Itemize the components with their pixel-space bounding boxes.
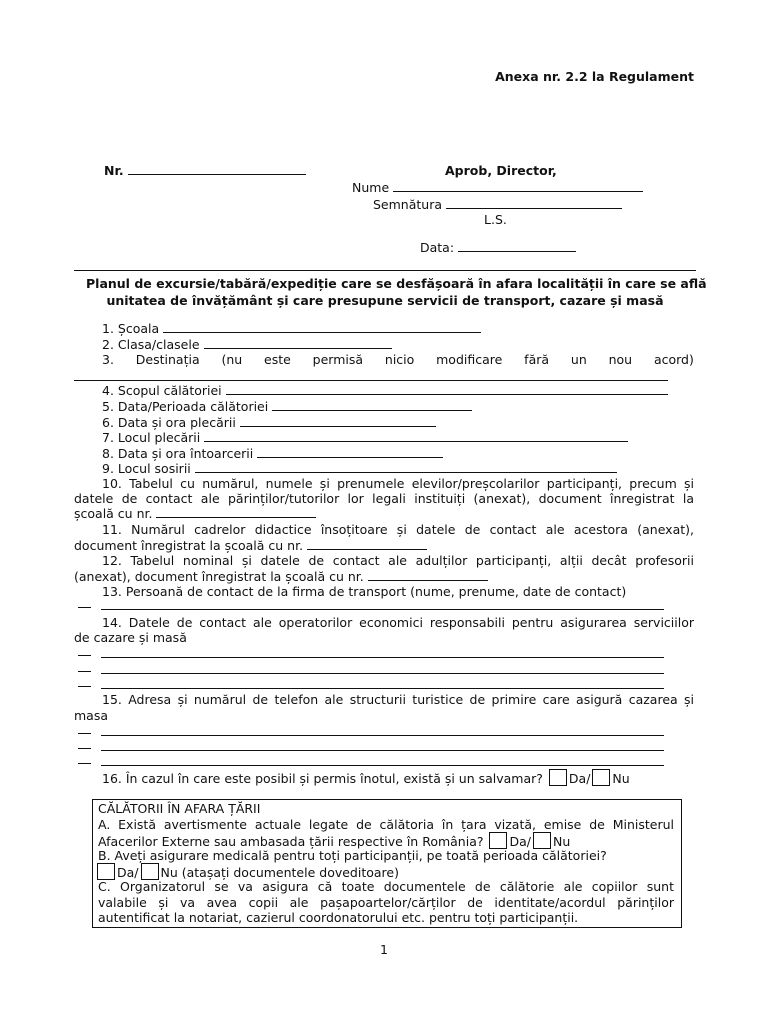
item-4-purpose[interactable]: 4. Scopul călătoriei <box>102 383 668 398</box>
bullet-dash <box>78 686 91 687</box>
item-3-word: Destinația <box>135 352 200 367</box>
title-line-1: Planul de excursie/tabără/expediție care se desfășoară în afara localității în care se află <box>86 276 707 291</box>
bullet-dash <box>78 763 91 764</box>
nr-label: Nr. <box>104 163 124 178</box>
item-10-line-1: 10. Tabelul cu numărul, numele și prenumele elevilor/preșcolarilor participanți, precum și <box>102 476 694 491</box>
bullet-dash <box>78 748 91 749</box>
item-16-lifeguard: 16. În cazul în care este posibil și permis înotul, există și un salvamar? Da/ Nu <box>102 771 630 786</box>
title-line-2: unitatea de învățământ și care presupune servicii de transport, cazare și masă <box>106 293 664 308</box>
item-9-arrival-place[interactable]: 9. Locul sosirii <box>102 461 617 476</box>
nu-checkbox[interactable] <box>592 769 610 786</box>
b-nu-checkbox[interactable] <box>141 863 159 880</box>
nume-label: Nume <box>352 180 390 195</box>
item-14-fill-line[interactable] <box>101 657 664 658</box>
item-3-word: permisă <box>312 352 364 367</box>
item-11-line-1: 11. Numărul cadrelor didactice însoțitoare și datele de contact ale acestora (anexat), <box>102 522 694 537</box>
item-6-departure-time[interactable]: 6. Data și ora plecării <box>102 415 436 430</box>
item-14-line-1: 14. Datele de contact ale operatorilor economici responsabili pentru asigurarea serviciilor <box>102 615 694 630</box>
item-3-fill-line[interactable] <box>74 380 668 381</box>
item-7-departure-place[interactable]: 7. Locul plecării <box>102 430 628 445</box>
item-13-fill-line[interactable] <box>101 609 664 610</box>
a-nu-checkbox[interactable] <box>533 832 551 849</box>
nume-field[interactable] <box>352 180 643 195</box>
bullet-dash <box>78 607 91 608</box>
abroad-a-line-2: Afacerilor Externe sau ambasada țării respective în România? Da/ Nu <box>98 834 571 849</box>
abroad-b-line-2: Da/ Nu (atașați documentele doveditoare) <box>97 863 399 880</box>
abroad-c-line-1: C. Organizatorul se va asigura că toate documentele de călătorie ale copiilor sunt <box>98 879 674 894</box>
item-10-line-2: datele de contact ale părinților/tutorilor lor legali instituiți (anexat), document înregistrat la <box>74 491 694 506</box>
b-da-checkbox[interactable] <box>97 863 115 880</box>
data-label: Data: <box>420 240 455 255</box>
item-3-word: modificare <box>436 352 503 367</box>
item-15-fill-line[interactable] <box>101 765 664 766</box>
bullet-dash <box>78 733 91 734</box>
item-8-return-time[interactable]: 8. Data și ora întoarcerii <box>102 446 443 461</box>
item-3-destination <box>102 352 694 367</box>
da-checkbox[interactable] <box>549 769 567 786</box>
abroad-c-line-2: valabile și va avea copii ale pașapoartelor/cărților de identitate/acordul părinților <box>98 895 674 910</box>
annex-label: Anexa nr. 2.2 la Regulament <box>495 69 694 84</box>
item-3-word: 3. <box>102 352 114 367</box>
item-15-fill-line[interactable] <box>101 735 664 736</box>
title-divider <box>74 270 696 271</box>
item-14-line-2: de cazare și masă <box>74 630 187 645</box>
item-10-number-field[interactable]: școală cu nr. <box>74 506 316 521</box>
item-3-word: un <box>570 352 587 367</box>
bullet-dash <box>78 655 91 656</box>
item-13-label: 13. Persoană de contact de la firma de transport (nume, prenume, date de contact) <box>102 584 627 599</box>
abroad-c-line-3: autentificat la notariat, cazierul coordonatorului etc. pentru toți participanții. <box>98 910 579 925</box>
ls-label: L.S. <box>484 212 507 227</box>
approve-label: Aprob, Director, <box>445 163 557 178</box>
a-da-checkbox[interactable] <box>489 832 507 849</box>
semnatura-label: Semnătura <box>373 197 443 212</box>
bullet-dash <box>78 671 91 672</box>
item-3-word: acord) <box>653 352 694 367</box>
item-3-word: este <box>264 352 291 367</box>
item-2-class[interactable]: 2. Clasa/clasele <box>102 337 392 352</box>
item-3-word: fără <box>524 352 550 367</box>
item-5-period[interactable]: 5. Data/Perioada călătoriei <box>102 399 472 414</box>
semnatura-field[interactable] <box>373 197 622 212</box>
page-number: 1 <box>380 942 388 957</box>
item-15-line-1: 15. Adresa și numărul de telefon ale structurii turistice de primire care asigură cazarea și <box>102 692 694 707</box>
abroad-b-line-1: B. Aveți asigurare medicală pentru toți participanții, pe toată perioada călătoriei? <box>98 848 607 863</box>
abroad-a-line-1: A. Există avertismente actuale legate de călătoria în țara vizată, emise de Ministerul <box>98 817 674 832</box>
nr-field[interactable] <box>104 163 306 178</box>
item-3-word: (nu <box>221 352 243 367</box>
abroad-heading: CĂLĂTORII ÎN AFARA ȚĂRII <box>98 801 261 816</box>
item-12-line-1: 12. Tabelul nominal și datele de contact ale adulților participanți, alții decât profesorii <box>102 553 694 568</box>
item-15-line-2: masa <box>74 708 109 723</box>
data-field[interactable] <box>420 240 576 255</box>
item-14-fill-line[interactable] <box>101 673 664 674</box>
item-1-school[interactable]: 1. Școala <box>102 321 481 336</box>
item-3-word: nicio <box>384 352 415 367</box>
item-3-word: nou <box>608 352 633 367</box>
item-11-number-field[interactable]: document înregistrat la școală cu nr. <box>74 538 427 553</box>
item-12-number-field[interactable]: (anexat), document înregistrat la școală cu nr. <box>74 569 488 584</box>
item-15-fill-line[interactable] <box>101 750 664 751</box>
item-14-fill-line[interactable] <box>101 688 664 689</box>
